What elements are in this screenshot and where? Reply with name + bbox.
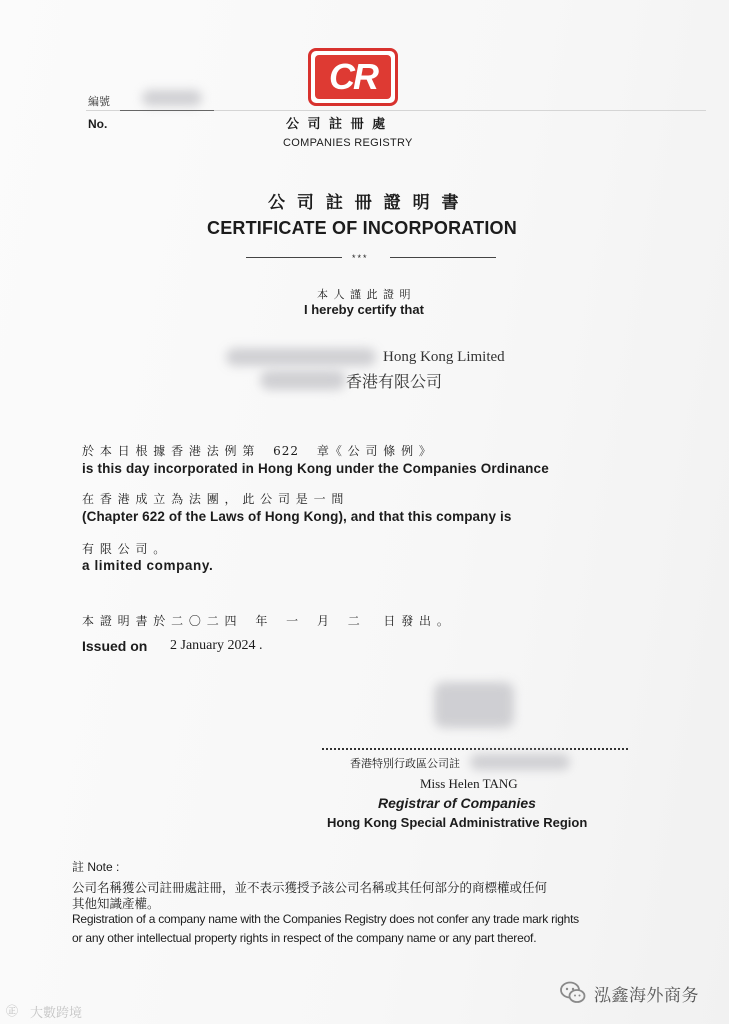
redacted-number [142,90,202,106]
watermark-left-icon: ㊣ [6,1004,19,1018]
cr-logo-text: CR [315,55,391,99]
note-en-line1: Registration of a company name with the Companies Registry does not confer any trade mark rights [72,912,579,926]
issue-date-en: 2 January 2024 . [170,638,263,653]
signature-line [322,748,628,750]
certify-statement-zh: 本 人 謹 此 證 明 [317,288,412,301]
wechat-icon [558,978,588,1008]
registrar-office-zh: 香港特別行政區公司註 [350,757,460,770]
certify-statement-en: I hereby certify that [304,302,424,317]
body-line2-en: (Chapter 622 of the Laws of Hong Kong), and that this company is [82,509,512,524]
registrar-title: Registrar of Companies [378,795,536,811]
certificate-title-zh: 公 司 註 冊 證 明 書 [268,193,462,213]
body-line3-en: a limited company. [82,558,214,573]
note-en-line2: or any other intellectual property rights in respect of the company name or any part thereof. [72,931,537,945]
redacted-signature [434,682,514,728]
registry-name-zh: 公 司 註 冊 處 [286,117,388,132]
note-zh-line1: 公司名稱獲公司註冊處註冊，並不表示獲授予該公司名稱或其任何部分的商標權或任何 [72,880,548,895]
company-name-en: Hong Kong Limited [383,349,505,365]
registrar-region: Hong Kong Special Administrative Region [327,815,588,830]
title-rule-right [390,257,496,258]
issue-date-zh: 本 證 明 書 於 二 〇 二 四 年 一 月 二 日 發 出 。 [82,614,450,628]
registry-name-en: COMPANIES REGISTRY [283,137,413,149]
certificate-title-en: CERTIFICATE OF INCORPORATION [207,218,517,238]
watermark-right: 泓鑫海外商务 [594,986,699,1006]
issue-label-en: Issued on [82,638,148,654]
watermark-left: 大數跨境 [30,1006,83,1021]
title-ornament: *** [352,253,369,263]
body-line2-zh: 在 香 港 成 立 為 法 團 ， 此 公 司 是 一 間 [82,492,345,506]
number-underline [120,110,214,111]
note-zh-line2: 其他知識產權。 [72,896,160,911]
redacted-registrar-name-zh [470,754,570,770]
note-label: 註 Note : [72,860,120,874]
body-line1-en: is this day incorporated in Hong Kong under the Companies Ordinance [82,461,549,476]
registrar-name: Miss Helen TANG [420,776,518,791]
redacted-company-name-en [226,348,376,366]
body-line1-zh: 於 本 日 根 據 香 港 法 例 第 622 章《 公 司 條 例 》 [82,444,432,458]
title-rule-left [246,257,342,258]
body-line3-zh: 有 限 公 司 。 [82,542,167,556]
company-name-zh: 香港有限公司 [346,372,443,391]
number-label-zh: 編號 [88,95,110,108]
redacted-company-name-zh [260,370,346,390]
number-label-en: No. [88,117,108,131]
cr-logo [308,48,398,106]
